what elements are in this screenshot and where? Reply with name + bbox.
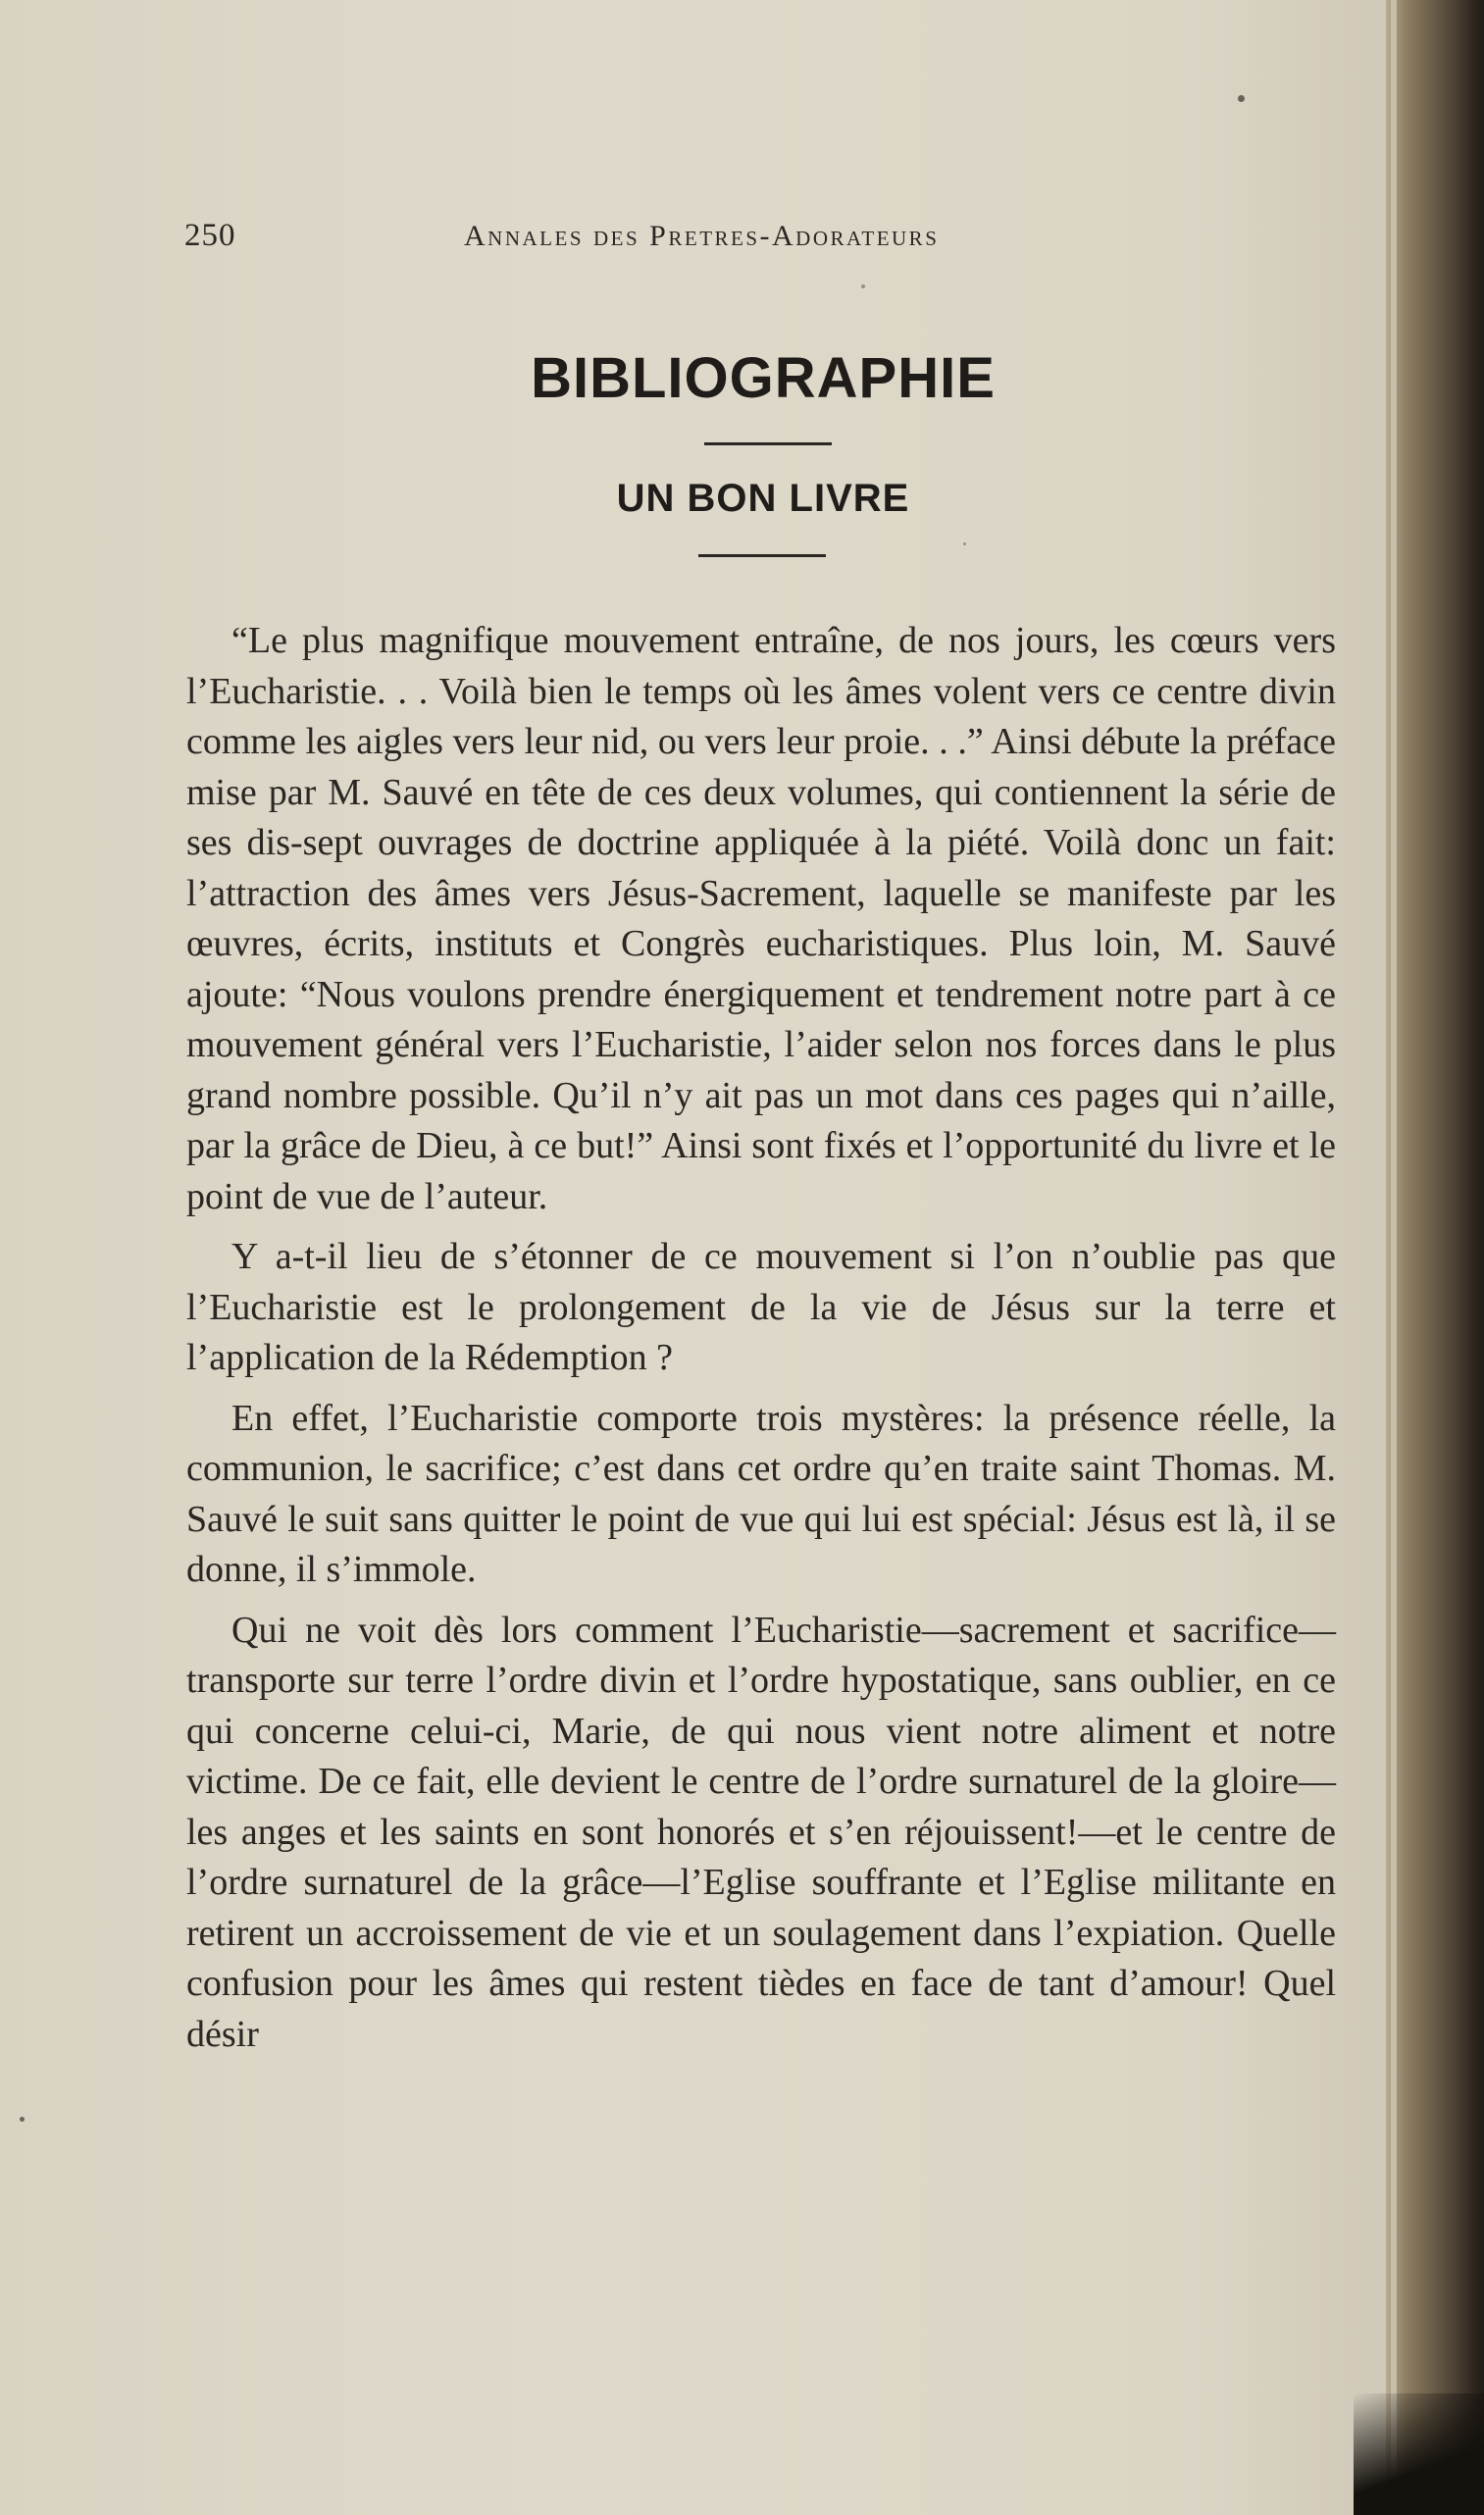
page-number: 250 (184, 218, 236, 253)
paper-speck (1238, 95, 1245, 102)
paragraph-2: Y a-t-il lieu de s’étonner de ce mouvement si l’on n’oublie pas que l’Eucharistie est le prolongement de la vie de Jésus sur la terre et l’application de la Rédemption ? (186, 1236, 1336, 1378)
book-spine (1386, 0, 1484, 2515)
paragraph-3: En effet, l’Eucharistie comporte trois mystères: la présence réelle, la communion, le sacrifice; c’est dans cet ordre qu’en traite saint Thomas. M. Sauvé le suit sans quitter le point de vue qui lui est spécial: Jésus est là, il se donne, il s’immole. (186, 1397, 1336, 1590)
subtitle: UN BON LIVRE (616, 477, 910, 520)
body-text (186, 616, 1336, 2070)
corner-shadow (1354, 2393, 1484, 2515)
subtitle-divider (698, 554, 826, 557)
running-title: Annales des Pretres-Adorateurs (464, 220, 940, 252)
paper-speck (20, 2117, 25, 2122)
section-title: BIBLIOGRAPHIE (531, 346, 996, 410)
paragraph-4: Qui ne voit dès lors comment l’Eucharistie—sacrement et sacrifice—transporte sur terre l’ordre divin et l’ordre hypostatique, sans oublier, en ce qui concerne celui-ci, Marie, de qui nous vient notre aliment et notre victime. De ce fait, elle devient le centre de l’ordre surnaturel de la gloire—les anges et les saints en sont honorés et s’en réjouissent!—et le centre de l’ordre surnaturel de la grâce—l’Eglise souffrante et l’Eglise militante en retirent un accroissement de vie et un soulagement dans l’expiation. Quelle confusion pour les âmes qui restent tièdes en face de tant d’amour! Quel désir (186, 1609, 1336, 2055)
running-head (184, 218, 1048, 257)
title-divider (704, 442, 832, 445)
paper-speck (963, 542, 966, 545)
paper-speck (861, 284, 865, 288)
paragraph-1: “Le plus magnifique mouvement entraîne, de nos jours, les cœurs vers l’Eucharistie. . . Voilà bien le temps où les âmes volent vers ce centre divin comme les aigles vers leur nid, ou vers leur proie. . .” Ainsi débute la préface mise par M. Sauvé en tête de ces deux volumes, qui contiennent la série de ses dis-sept ouvrages de doctrine appliquée à la piété. Voilà donc un fait: l’attraction des âmes vers Jésus-Sacrement, laquelle se manifeste par les œuvres, écrits, instituts et Congrès eucharistiques. Plus loin, M. Sauvé ajoute: “Nous voulons prendre énergiquement et tendrement notre part à ce mouvement général vers l’Eucharistie, l’aider selon nos forces dans le plus grand nombre possible. Qu’il n’y ait pas un mot dans ces pages qui n’aille, par la grâce de Dieu, à ce but!” Ainsi sont fixés et l’opportunité du livre et le point de vue de l’auteur. (186, 620, 1336, 1217)
page-edge (1391, 0, 1397, 2515)
